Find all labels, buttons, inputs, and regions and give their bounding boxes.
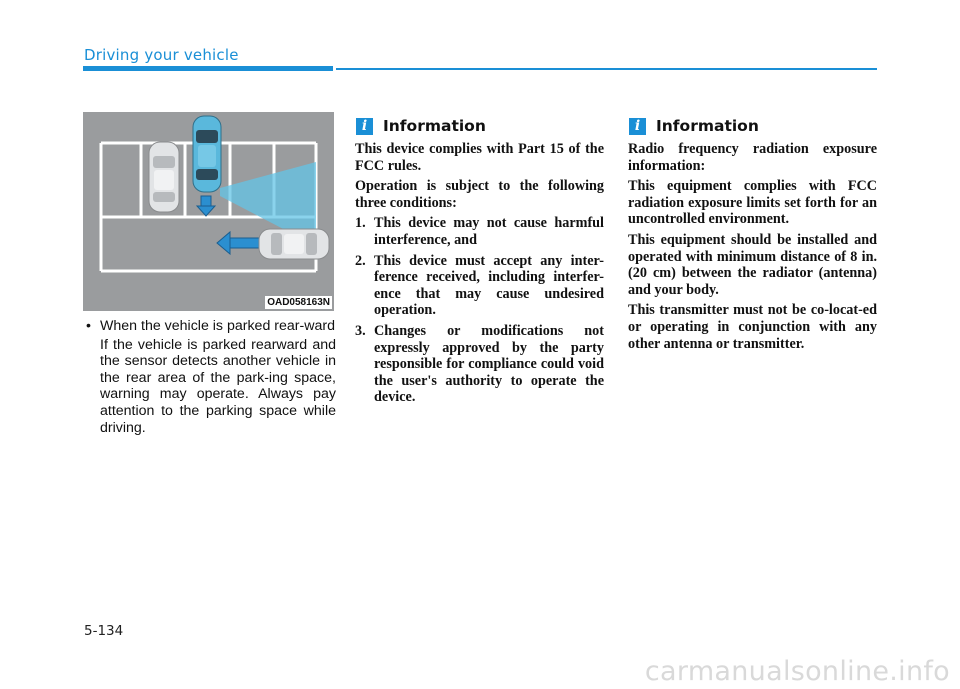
conditions-lead: Operation is subject to the following three conditions: [355,178,604,211]
info-box-2-body [628,141,877,356]
list-item: 2. This device must accept any inter-ference received, including interfer-ence that may cause undesired operation. [355,252,604,319]
info-box-1-body [355,141,604,410]
header-rule-thick [83,66,333,71]
info-box-1-title: Information [383,117,486,135]
header-rule-thin [336,68,877,70]
watermark: carmanualsonline.info [644,656,950,687]
left-arrow [217,232,261,254]
info-box-2-heading [629,117,759,135]
paragraph: Radio frequency radiation exposure information: [628,141,877,174]
paragraph: This equipment should be installed and operated with minimum distance of 8 in. (20 cm) between the radiator (antenna) and your body. [628,231,877,298]
conditions-list [355,215,604,406]
section-title: Driving your vehicle [84,46,239,64]
info-icon: i [356,118,373,135]
bullet-dot-icon: • [86,318,91,334]
paragraph: This transmitter must not be co-locat-ed or operating in conjunction with any other antenna or transmitter. [628,302,877,352]
list-item: 3. Changes or modifications not expressly approved by the party responsible for compliance could void the user's authority to operate the device. [355,322,604,406]
paragraph: This equipment complies with FCC radiation exposure limits set forth for an uncontrolled environment. [628,178,877,228]
own-vehicle [193,116,221,192]
bullet-text: When the vehicle is parked rear-ward [100,318,335,334]
fcc-intro: This device complies with Part 15 of the FCC rules. [355,141,604,174]
down-arrow [197,196,215,216]
bullet-item [86,318,336,335]
figure-code: OAD058163N [267,297,330,308]
bullet-description: If the vehicle is parked rearward and the sensor detects another vehicle in the rear area of the park-ing space, warning may operate. Always pay attention to the parking space while driving. [100,336,336,436]
info-icon: i [629,118,646,135]
list-item: 1. This device may not cause harmful interference, and [355,215,604,248]
parking-diagram [83,112,334,311]
info-box-2-title: Information [656,117,759,135]
approaching-car [259,229,329,259]
info-box-1-heading [356,117,486,135]
column-1-text [86,318,336,436]
parking-illustration [83,112,334,311]
parked-car [149,142,179,212]
page-number: 5-134 [84,623,124,639]
